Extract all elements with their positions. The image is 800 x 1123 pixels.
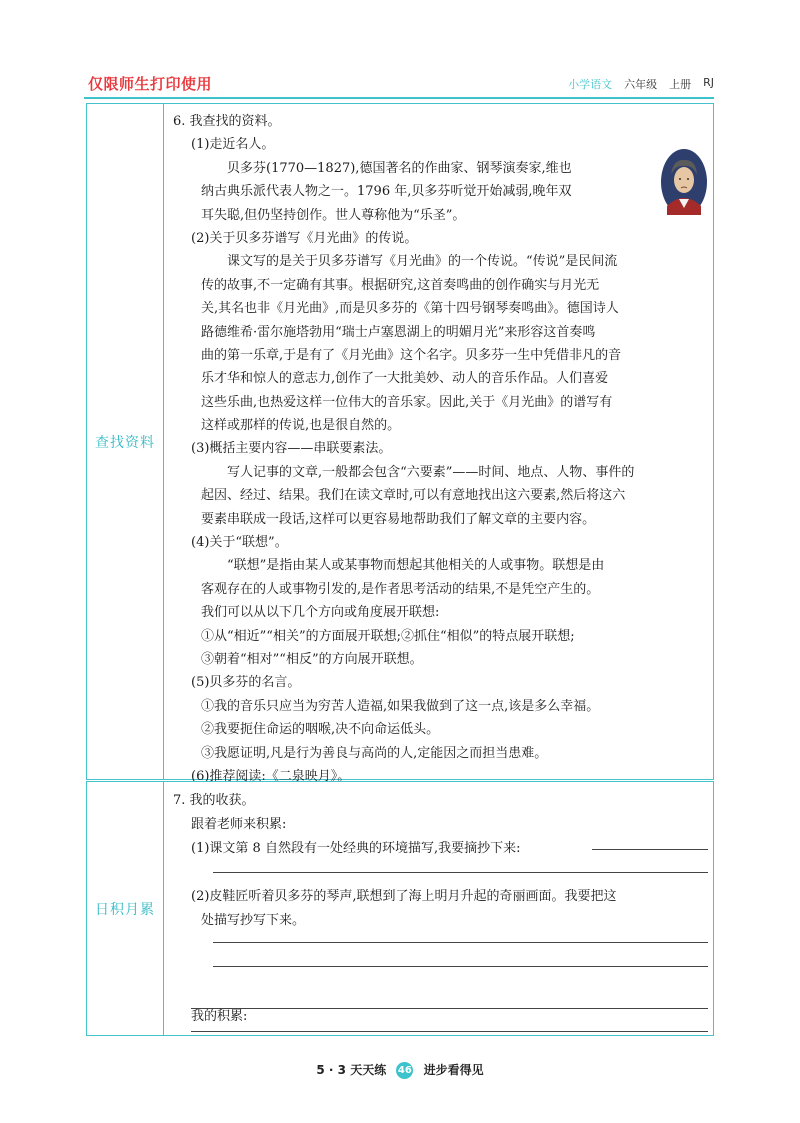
footer-slogan: 进步看得见 <box>423 1063 484 1077</box>
question-title: 7. 我的收获。 <box>173 793 255 808</box>
section-content <box>173 110 705 788</box>
writing-line[interactable] <box>213 966 708 967</box>
prompt-line: (2)皮鞋匠听着贝多芬的琴声,联想到了海上明月升起的奇丽画面。我要把这 <box>191 889 617 904</box>
term-label: 上册 <box>669 78 692 91</box>
paragraph-line: 路德维希·雷尔施塔勃用“瑞士卢塞恩湖上的明媚月光”来形容这首奏鸣 <box>201 324 596 340</box>
subheading: (2)关于贝多芬谱写《月光曲》的传说。 <box>191 230 418 246</box>
section-side-label: 日积月累 <box>95 901 155 918</box>
section-side-label: 查找资料 <box>95 434 155 451</box>
paragraph-line: 贝多芬(1770—1827),德国著名的作曲家、钢琴演奏家,维也 <box>227 160 572 176</box>
quote-line: ②我要扼住命运的咽喉,决不向命运低头。 <box>201 722 440 738</box>
edition-label: RJ <box>703 76 714 89</box>
footer-brand: 5 · 3 天天练 <box>316 1063 387 1077</box>
subheading: (1)走近名人。 <box>191 137 275 153</box>
writing-line[interactable] <box>191 1031 708 1032</box>
section-find-materials <box>86 103 714 784</box>
blank-row <box>173 933 705 957</box>
subheading: (6)推荐阅读:《二泉映月》。 <box>191 768 351 784</box>
subheading: (3)概括主要内容——串联要素法。 <box>191 441 392 457</box>
paragraph-line: ③朝着“相对”“相反”的方向展开联想。 <box>201 651 423 667</box>
section-daily-accumulation <box>86 781 714 1036</box>
paragraph-line: 我们可以从以下几个方向或角度展开联想: <box>201 605 440 621</box>
quote-line: ③我愿证明,凡是行为善良与高尚的人,定能因之而担当患难。 <box>201 745 548 761</box>
writing-line[interactable] <box>213 872 708 873</box>
grade-label: 六年级 <box>624 78 658 91</box>
page-number-badge: 46 <box>396 1062 413 1079</box>
paragraph-line: 写人记事的文章,一般都会包含“六要素”——时间、地点、人物、事件的 <box>227 464 635 480</box>
subject-label: 小学语文 <box>568 78 613 91</box>
beethoven-portrait-image <box>659 144 709 220</box>
blank-row <box>173 981 705 1005</box>
paragraph-line: 这样或那样的传说,也是很自然的。 <box>201 418 401 434</box>
paragraph-line: ①从“相近”“相关”的方面展开联想;②抓住“相似”的特点展开联想; <box>201 628 575 644</box>
subheading: (4)关于“联想”。 <box>191 535 288 551</box>
paragraph-line: 课文写的是关于贝多芬谱写《月光曲》的一个传说。“传说”是民间流 <box>227 254 618 270</box>
prompt-line: 我的积累: <box>191 1009 248 1024</box>
blank-row <box>173 957 705 981</box>
paragraph-line: 起因、经过、结果。我们在读文章时,可以有意地找出这六要素,然后将这六 <box>201 488 626 504</box>
header-meta <box>568 76 714 92</box>
section-content <box>173 789 705 1029</box>
question-title: 6. 我查找的资料。 <box>173 114 281 129</box>
instruction-line: 跟着老师来积累: <box>191 817 287 832</box>
section-side-column <box>87 782 164 1035</box>
writing-line[interactable] <box>213 942 708 943</box>
header-divider <box>84 97 714 99</box>
subheading: (5)贝多芬的名言。 <box>191 675 301 691</box>
section-side-column <box>87 104 164 779</box>
paragraph-line: 乐才华和惊人的意志力,创作了一大批美妙、动人的音乐作品。人们喜爱 <box>201 371 609 387</box>
paragraph-line: 关,其名也非《月光曲》,而是贝多芬的《第十四号钢琴奏鸣曲》。德国诗人 <box>201 301 619 317</box>
paragraph-line: 要素串联成一段话,这样可以更容易地帮助我们了解文章的主要内容。 <box>201 511 596 527</box>
paragraph-line: 这些乐曲,也热爱这样一位伟大的音乐家。因此,关于《月光曲》的谱写有 <box>201 394 613 410</box>
paragraph-line: “联想”是指由某人或某事物而想起其他相关的人或事物。联想是由 <box>227 558 605 574</box>
blank-row <box>173 861 705 885</box>
writing-line[interactable] <box>592 849 708 850</box>
quote-line: ①我的音乐只应当为穷苦人造福,如果我做到了这一点,该是多么幸福。 <box>201 698 600 714</box>
paragraph-line: 曲的第一乐章,于是有了《月光曲》这个名字。贝多芬一生中凭借非凡的音 <box>201 347 622 363</box>
paragraph-line: 纳古典乐派代表人物之一。1796 年,贝多芬听觉开始减弱,晚年双 <box>201 184 572 200</box>
prompt-line: (1)课文第 8 自然段有一处经典的环境描写,我要摘抄下来: <box>191 841 521 856</box>
paragraph-line: 传的故事,不一定确有其事。根据研究,这首奏鸣曲的创作确实与月光无 <box>201 277 600 293</box>
print-notice: 仅限师生打印使用 <box>88 75 213 93</box>
prompt-line: 处描写抄写下来。 <box>201 913 306 928</box>
page-footer <box>0 1061 800 1079</box>
paragraph-line: 客观存在的人或事物引发的,是作者思考活动的结果,不是凭空产生的。 <box>201 581 600 597</box>
paragraph-line: 耳失聪,但仍坚持创作。世人尊称他为“乐圣”。 <box>201 207 466 223</box>
writing-line[interactable] <box>191 1008 708 1009</box>
